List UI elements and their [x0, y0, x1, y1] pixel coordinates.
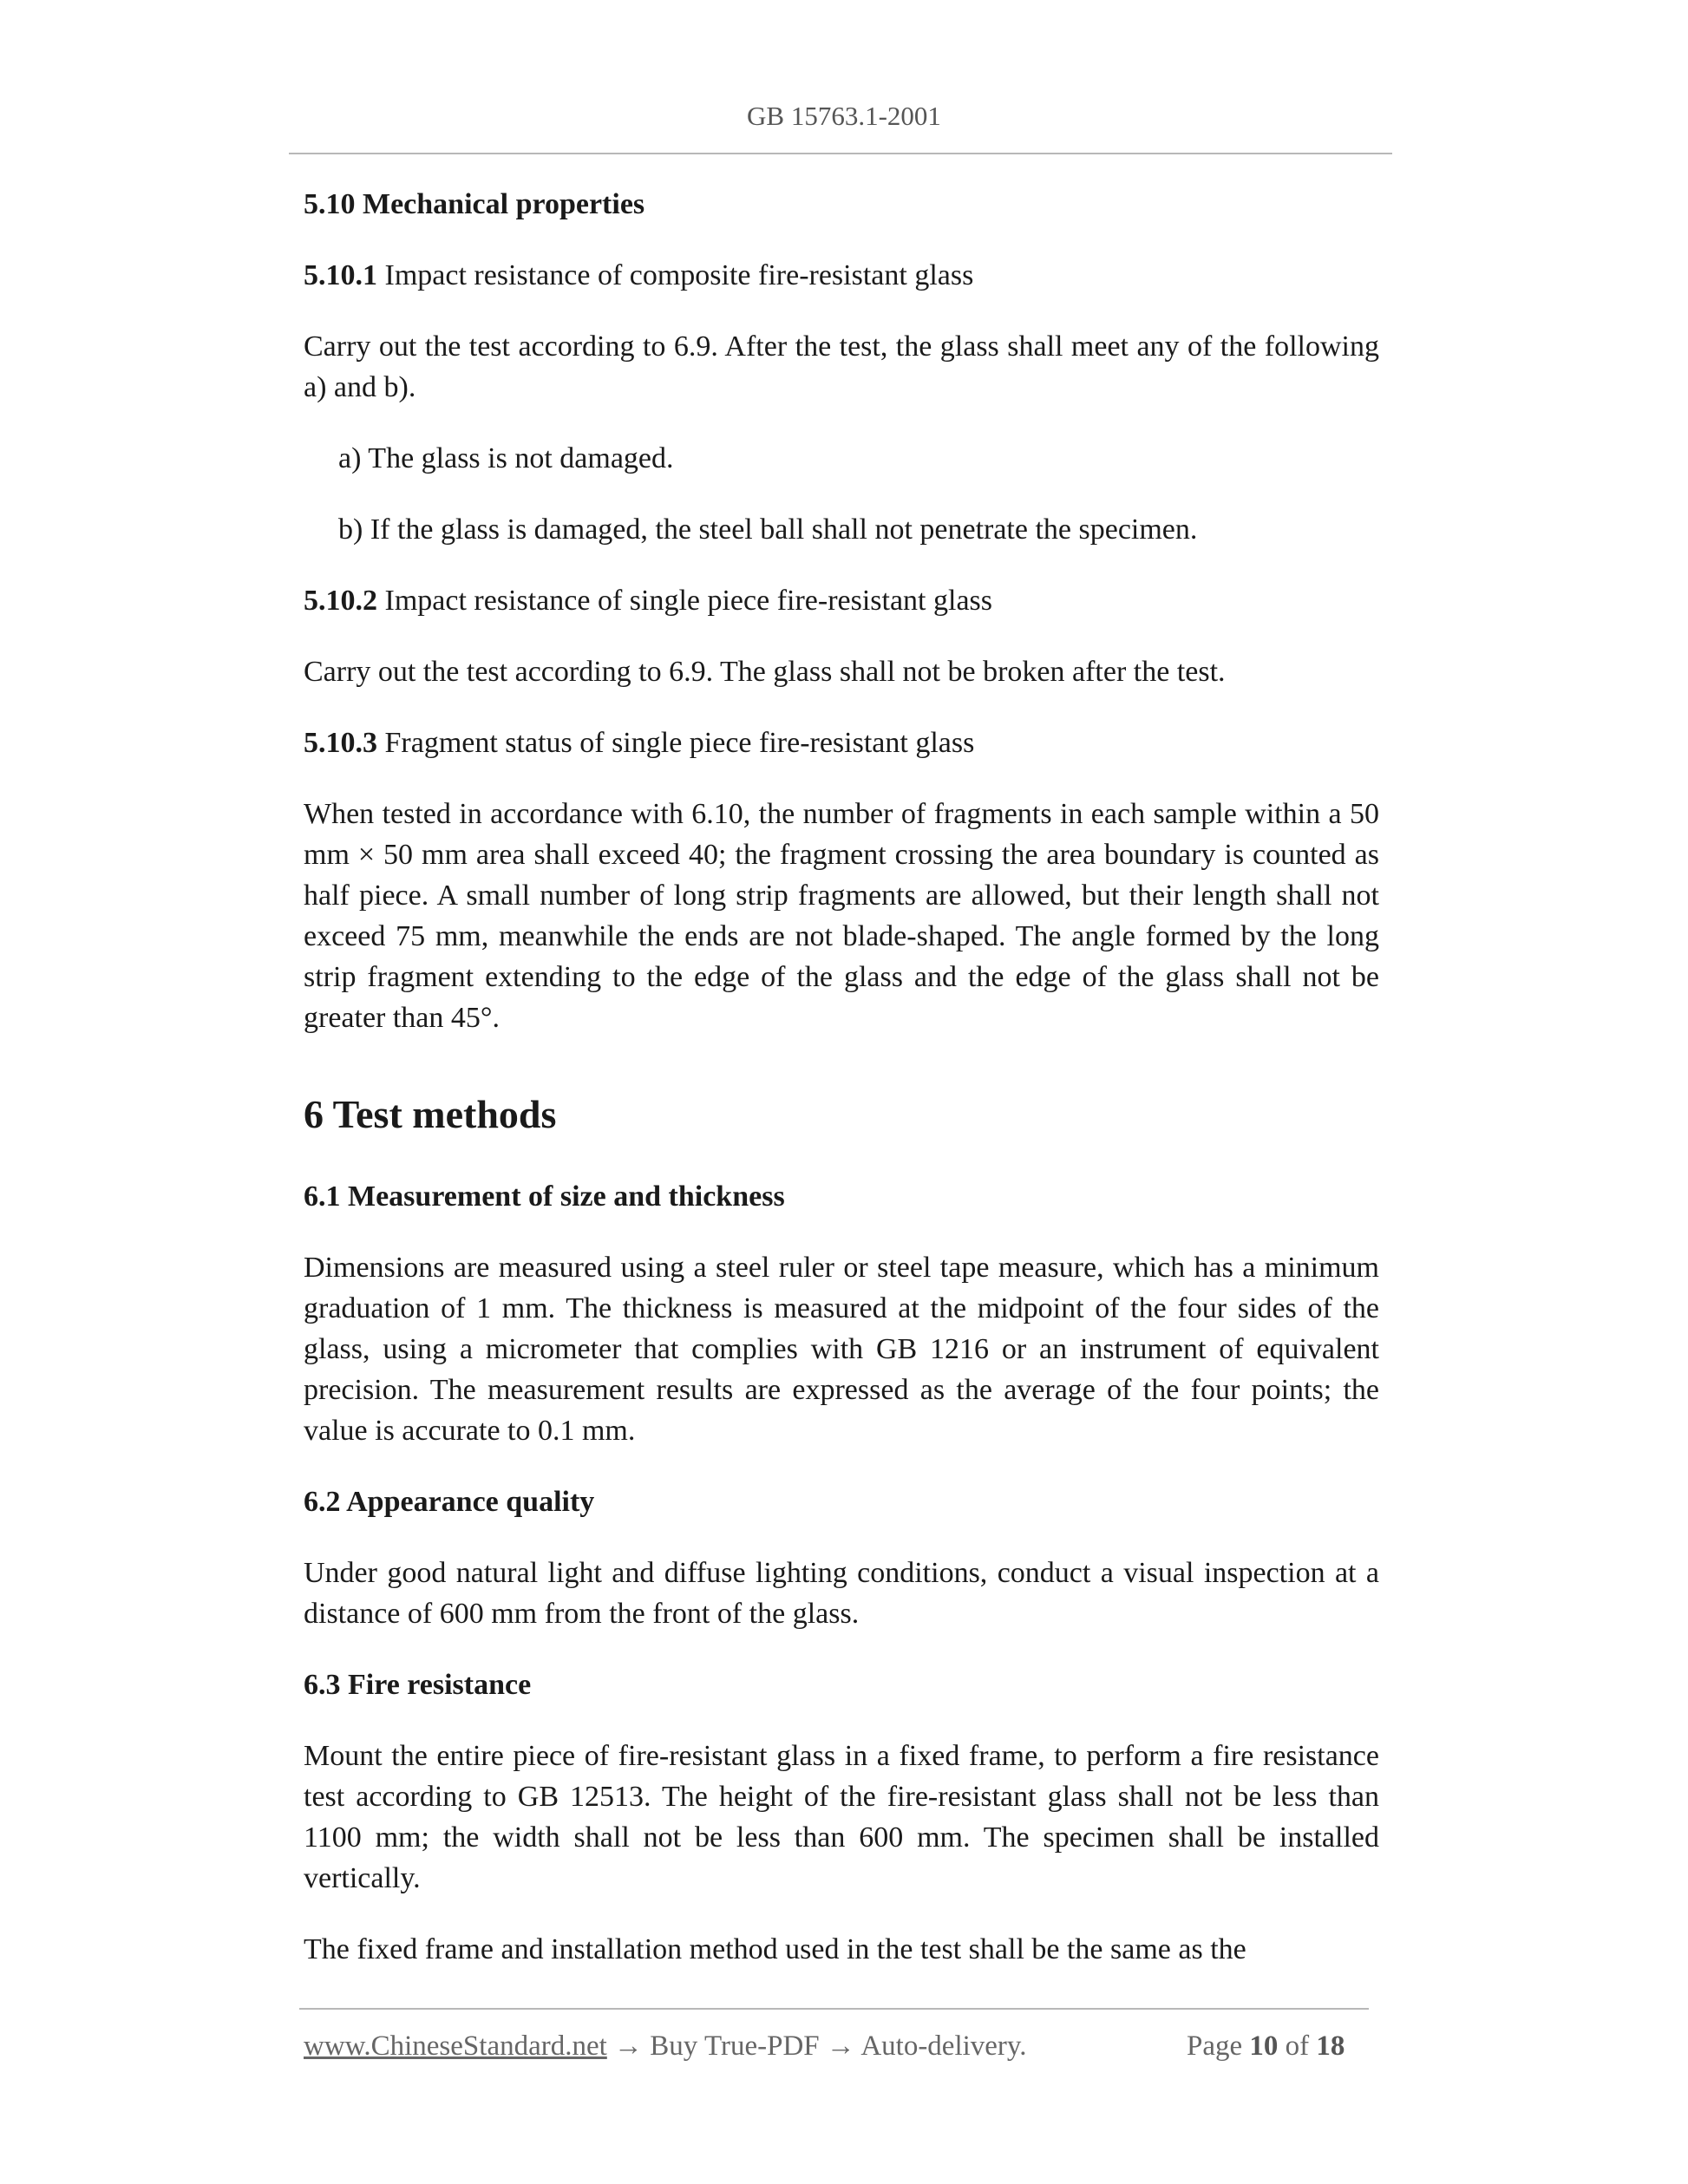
footer-promo — [304, 2030, 1027, 2063]
current-page-number: 10 — [1249, 2030, 1279, 2062]
document-header-title: GB 15763.1-2001 — [747, 101, 941, 131]
clause-title: Impact resistance of composite fire-resistant glass — [377, 259, 974, 291]
website-link[interactable]: www.ChineseStandard.net — [304, 2030, 607, 2062]
clause-5-10-2-heading — [304, 580, 1379, 621]
arrow-right-icon: → — [606, 2030, 651, 2062]
footer-divider — [299, 2008, 1369, 2010]
section-heading-6-1: 6.1 Measurement of size and thickness — [304, 1180, 785, 1213]
buy-pdf-text: Buy True-PDF — [650, 2030, 820, 2062]
clause-number: 5.10.1 — [304, 259, 377, 291]
page-indicator — [1187, 2030, 1345, 2063]
paragraph: Carry out the test according to 6.9. After the test, the glass shall meet any of the following a) and b). — [304, 330, 1379, 403]
clause-title: Fragment status of single piece fire-resistant glass — [377, 727, 975, 759]
document-body — [304, 184, 1379, 1970]
clause-number: 5.10.2 — [304, 585, 377, 617]
auto-delivery-text: Auto-delivery. — [860, 2030, 1027, 2062]
paragraph: Mount the entire piece of fire-resistant glass in a fixed frame, to perform a fire resistance test according to GB 12513. The height of the fire-resistant glass shall not be less than 1100 mm; the width shall not be less than 600 mm. The specimen shall be installed vertically. — [304, 1740, 1379, 1894]
paragraph: When tested in accordance with 6.10, the number of fragments in each sample within a 50 mm × 50 mm area shall exceed 40; the fragment crossing the area boundary is counted as half piece. A small number of long strip fragments are allowed, but their length shall not exceed 75 mm, meanwhile the ends are not blade-shaped. The angle formed by the long strip fragment extending to the edge of the glass and the edge of the glass shall not be greater than 45°. — [304, 798, 1379, 1034]
paragraph: Under good natural light and diffuse lighting conditions, conduct a visual inspection at a distance of 600 mm from the front of the glass. — [304, 1557, 1379, 1630]
total-pages-number: 18 — [1316, 2030, 1345, 2062]
section-heading-5-10: 5.10 Mechanical properties — [304, 188, 645, 220]
arrow-right-icon: → — [819, 2030, 861, 2062]
chapter-heading-6: 6 Test methods — [304, 1092, 557, 1136]
section-heading-6-2: 6.2 Appearance quality — [304, 1486, 595, 1518]
clause-5-10-3-heading — [304, 723, 1379, 763]
page-label: Page — [1187, 2030, 1250, 2062]
list-item: b) If the glass is damaged, the steel ball shall not penetrate the specimen. — [338, 513, 1198, 546]
clause-title: Impact resistance of single piece fire-resistant glass — [377, 585, 993, 617]
clause-5-10-1-heading — [304, 255, 1379, 296]
paragraph: The fixed frame and installation method used in the test shall be the same as the — [304, 1933, 1246, 1965]
paragraph: Dimensions are measured using a steel ruler or steel tape measure, which has a minimum graduation of 1 mm. The thickness is measured at the midpoint of the four sides of the glass, using a micrometer that complies with GB 1216 or an instrument of equivalent precision. The measurement results are expressed as the average of the four points; the value is accurate to 0.1 mm. — [304, 1252, 1379, 1447]
paragraph: Carry out the test according to 6.9. The glass shall not be broken after the test. — [304, 656, 1226, 688]
section-heading-6-3: 6.3 Fire resistance — [304, 1669, 532, 1701]
clause-number: 5.10.3 — [304, 727, 377, 759]
of-label: of — [1278, 2030, 1317, 2062]
header-divider — [289, 153, 1392, 154]
list-item: a) The glass is not damaged. — [338, 442, 674, 474]
